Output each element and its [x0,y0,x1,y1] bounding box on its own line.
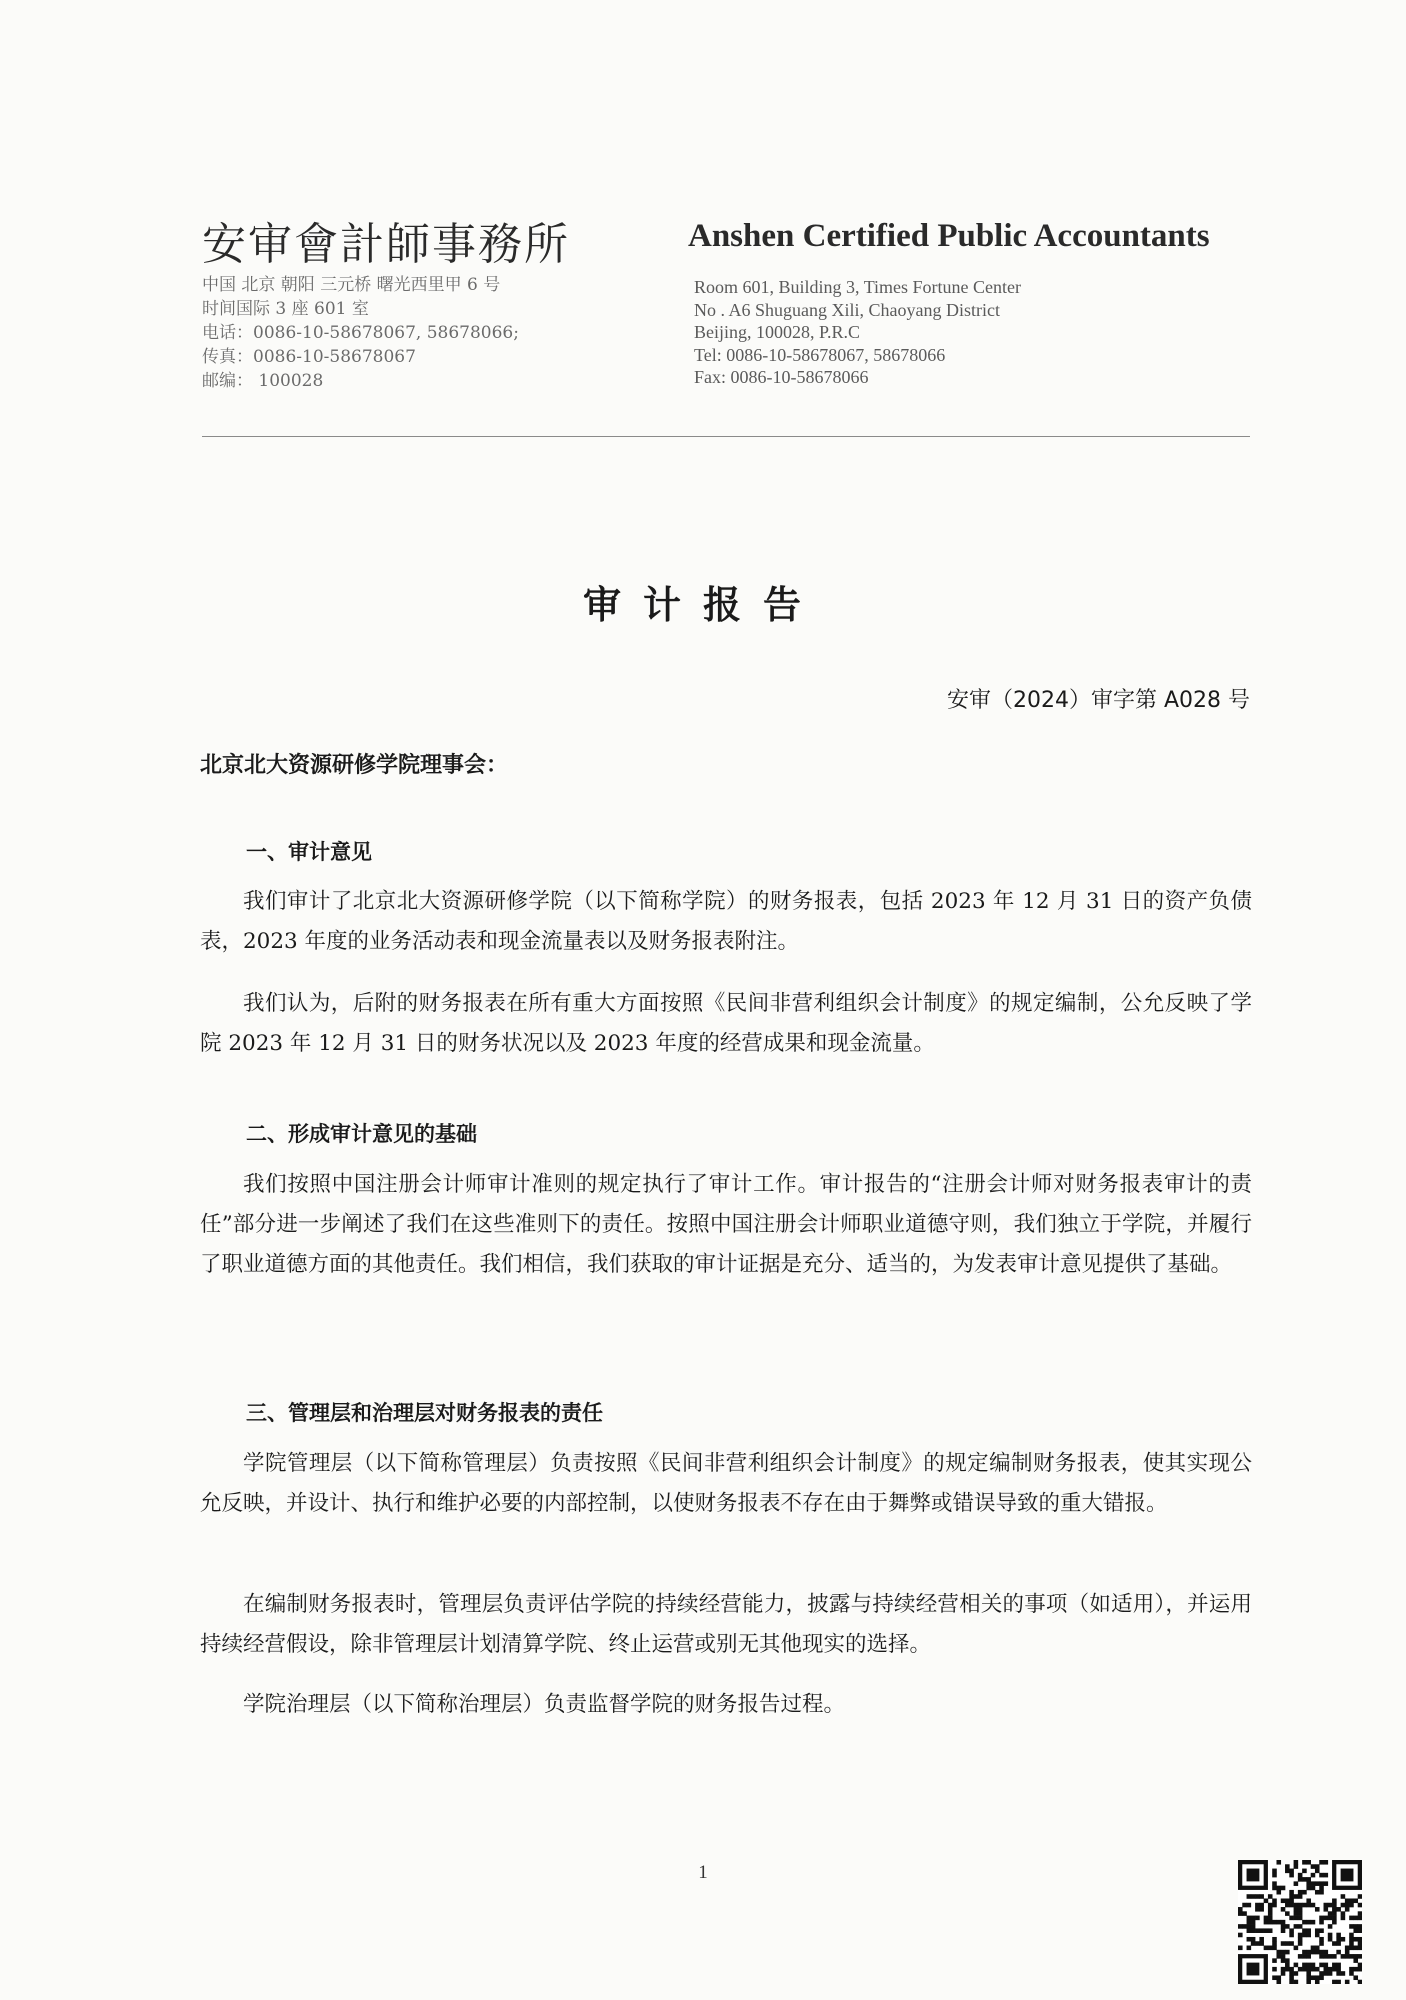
report-title: 审计报告 [582,583,823,627]
address-cn [202,273,519,393]
paragraph: 学院治理层（以下简称治理层）负责监督学院的财务报告过程。 [243,1692,846,1717]
paragraph: 在编制财务报表时，管理层负责评估学院的持续经营能力，披露与持续经营相关的事项（如适用），并运用持续经营假设，除非管理层计划清算学院、终止运营或别无其他现实的选择。 [200,1592,1252,1657]
paragraph: 学院管理层（以下简称管理层）负责按照《民间非营利组织会计制度》的规定编制财务报表，使其实现公允反映，并设计、执行和维护必要的内部控制，以使财务报表不存在由于舞弊或错误导致的重大错报。 [200,1451,1252,1516]
section-heading: 一、审计意见 [246,840,372,864]
address-en-line: No . A6 Shuguang Xili, Chaoyang District [694,299,1000,320]
letterhead-divider [202,436,1250,437]
addressee: 北京北大资源研修学院理事会： [200,753,509,778]
firm-name-cn: 安审會計師事務所 [202,219,570,270]
address-cn-line: 邮编： 100028 [202,371,324,391]
address-en-line: Tel: 0086-10-58678067, 58678066 [694,344,946,365]
address-en [694,276,1021,389]
address-en-line: Beijing, 100028, P.R.C [694,322,861,342]
address-en-line: Room 601, Building 3, Times Fortune Center [694,277,1022,297]
firm-name-en: Anshen Certified Public Accountants [688,218,1210,254]
paragraph: 我们按照中国注册会计师审计准则的规定执行了审计工作。审计报告的“注册会计师对财务报表审计的责任”部分进一步阐述了我们在这些准则下的责任。按照中国注册会计师职业道德守则，我们独立于学院，并履行了职业道德方面的其他责任。我们相信，我们获取的审计证据是充分、适当的，为发表审计意见提供了基础。 [200,1172,1252,1277]
section-heading: 二、形成审计意见的基础 [246,1122,477,1146]
page-number: 1 [698,1862,708,1883]
address-en-line: Fax: 0086-10-58678066 [694,367,869,387]
qr-code-icon [1238,1860,1362,1984]
address-cn-line: 传真：0086-10-58678067 [202,347,416,367]
paragraph: 我们审计了北京北大资源研修学院（以下简称学院）的财务报表，包括 2023 年 12 月 31 日的资产负债表，2023 年度的业务活动表和现金流量表以及财务报表附注。 [200,889,1252,954]
address-cn-line: 时间国际 3 座 601 室 [202,299,369,319]
section-heading: 三、管理层和治理层对财务报表的责任 [246,1401,603,1425]
paragraph: 我们认为，后附的财务报表在所有重大方面按照《民间非营利组织会计制度》的规定编制，公允反映了学院 2023 年 12 月 31 日的财务状况以及 2023 年度的经营成果和现金流量。 [200,991,1252,1056]
address-cn-line: 中国 北京 朝阳 三元桥 曙光西里甲 6 号 [202,275,501,295]
address-cn-line: 电话：0086-10-58678067, 58678066; [202,323,519,343]
reference-number: 安审（2024）审字第 A028 号 [946,688,1250,713]
